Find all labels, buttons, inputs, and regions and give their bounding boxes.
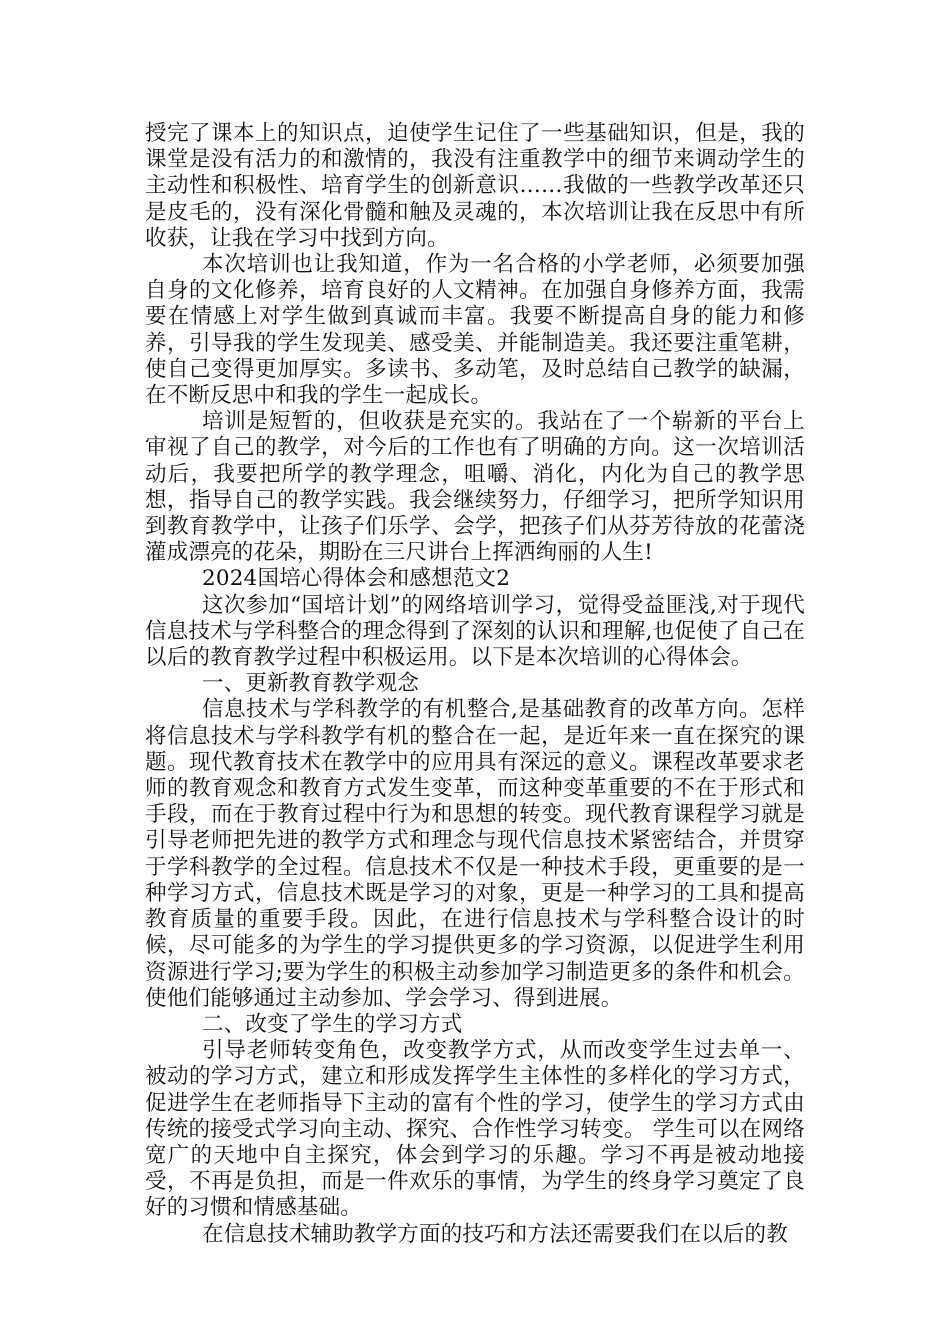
section-heading: 一、更新教育教学观念 bbox=[202, 671, 420, 697]
body-paragraph: 在信息技术辅助教学方面的技巧和方法还需要我们在以后的教 bbox=[202, 1221, 788, 1247]
body-paragraph: 这次参加“国培计划”的网络培训学习，觉得受益匪浅,对于现代信息技术与学科整合的理念得到了深刻的认识和理解,也促使了自己在以后的教育教学过程中积极运用。以下是本次培训的心得体会。 bbox=[145, 592, 805, 671]
body-paragraph: 授完了课本上的知识点，迫使学生记住了一些基础知识，但是，我的课堂是没有活力的和激情的，我没有注重教学中的细节来调动学生的主动性和积极性、培育学生的创新意识……我做的一些教学改革还只是皮毛的，没有深化骨髓和触及灵魂的，本次培训让我在反思中有所收获，让我在学习中找到方向。 bbox=[145, 121, 805, 251]
body-paragraph: 信息技术与学科教学的有机整合,是基础教育的改革方向。怎样将信息技术与学科教学有机的整合在一起，是近年来一直在探究的课题。现代教育技术在教学中的应用具有深远的意义。课程改革要求老师的教育观念和教育方式发生变革，而这种变革重要的不在于形式和手段，而在于教育过程中行为和思想的转变。现代教育课程学习就是引导老师把先进的教学方式和理念与现代信息技术紧密结合，并贯穿于学科教学的全过程。信息技术不仅是一种技术手段，更重要的是一种学习方式，信息技术既是学习的对象，更是一种学习的工具和提高教育质量的重要手段。因此，在进行信息技术与学科整合设计的时候，尽可能多的为学生的学习提供更多的学习资源，以促进学生利用资源进行学习;要为学生的积极主动参加学习制造更多的条件和机会。使他们能够通过主动参加、学会学习、得到进展。 bbox=[145, 697, 805, 1011]
body-paragraph: 培训是短暂的，但收获是充实的。我站在了一个崭新的平台上审视了自己的教学，对今后的工作也有了明确的方向。这一次培训活动后，我要把所学的教学理念，咀嚼、消化，内化为自己的教学思想，指导自己的教学实践。我会继续努力，仔细学习，把所学知识用到教育教学中，让孩子们乐学、会学，把孩子们从芬芳待放的花蕾浇灌成漂亮的花朵，期盼在三尺讲台上挥洒绚丽的人生! bbox=[145, 409, 805, 566]
body-paragraph: 引导老师转变角色，改变教学方式，从而改变学生过去单一、被动的学习方式，建立和形成发挥学生主体性的多样化的学习方式，促进学生在老师指导下主动的富有个性的学习，使学生的学习方式由传统的接受式学习向主动、探究、合作性学习转变。 学生可以在网络宽广的天地中自主探究，体会到学习的乐趣。学习不再是被动地接受，不再是负担，而是一件欢乐的事情，为学生的终身学习奠定了良好的习惯和情感基础。 bbox=[145, 1038, 805, 1221]
section-title: 2024国培心得体会和感想范文2 bbox=[202, 566, 511, 592]
section-heading: 二、改变了学生的学习方式 bbox=[202, 1011, 463, 1037]
document-page bbox=[145, 121, 805, 1248]
body-paragraph: 本次培训也让我知道，作为一名合格的小学老师，必须要加强自身的文化修养，培育良好的人文精神。在加强自身修养方面，我需要在情感上对学生做到真诚而丰富。我要不断提高自身的能力和修养，引导我的学生发现美、感受美、并能制造美。我还要注重笔耕，使自己变得更加厚实。多读书、多动笔，及时总结自己教学的缺漏，在不断反思中和我的学生一起成长。 bbox=[145, 252, 805, 409]
